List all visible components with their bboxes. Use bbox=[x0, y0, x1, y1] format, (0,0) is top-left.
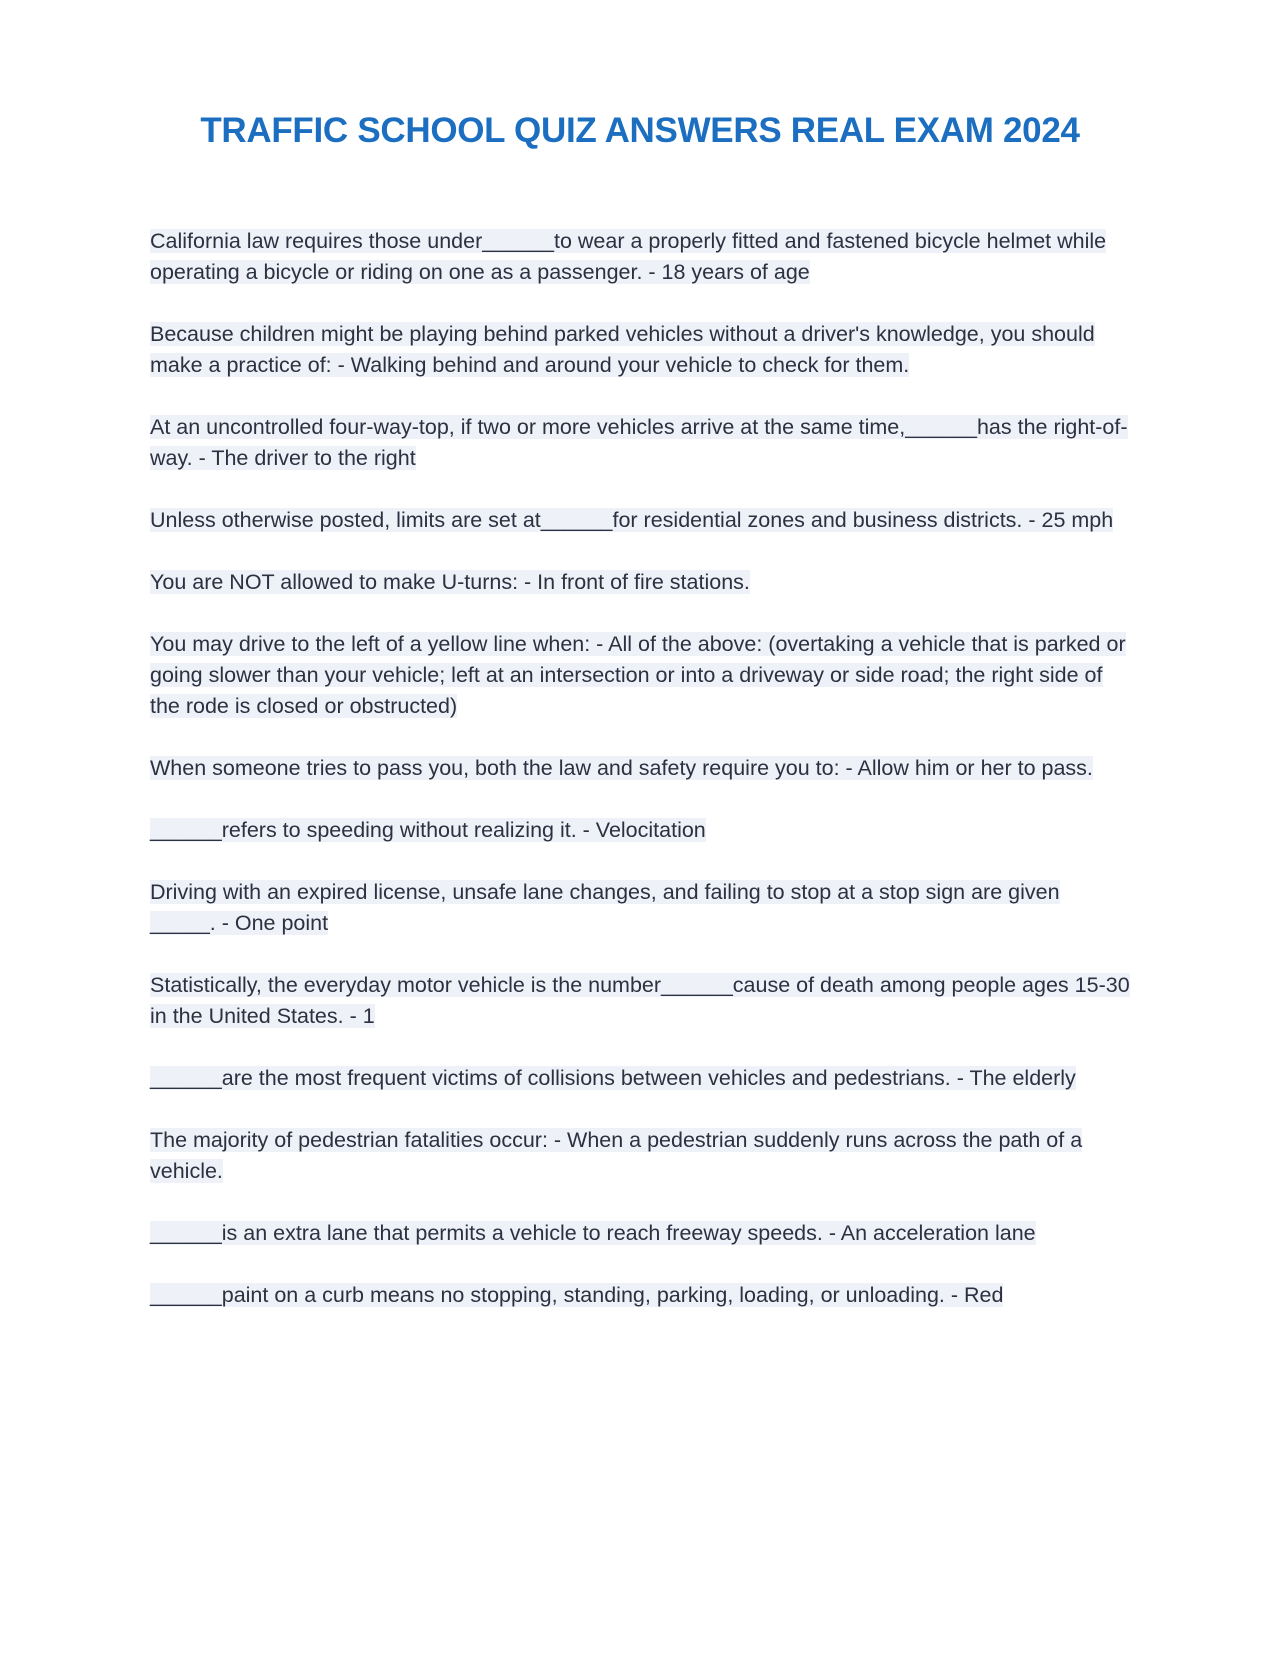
qa-entry-text: ______is an extra lane that permits a vehicle to reach freeway speeds. - An acceleration lane bbox=[150, 1221, 1036, 1245]
qa-entry bbox=[150, 1218, 1130, 1249]
qa-entry bbox=[150, 567, 1130, 598]
qa-entry-text: Unless otherwise posted, limits are set at______for residential zones and business districts. - 25 mph bbox=[150, 508, 1114, 532]
qa-entry bbox=[150, 412, 1130, 474]
qa-entry-text: Statistically, the everyday motor vehicle is the number______cause of death among people ages 15-30 in the United States. - 1 bbox=[150, 973, 1130, 1028]
qa-entry-text: You are NOT allowed to make U-turns: - In front of fire stations. bbox=[150, 570, 750, 594]
qa-entry bbox=[150, 753, 1130, 784]
qa-entry bbox=[150, 877, 1130, 939]
document-title: TRAFFIC SCHOOL QUIZ ANSWERS REAL EXAM 2024 bbox=[200, 111, 1080, 151]
qa-entry-text: Driving with an expired license, unsafe lane changes, and failing to stop at a stop sign are given _____. - One point bbox=[150, 880, 1060, 935]
qa-entry-text: When someone tries to pass you, both the law and safety require you to: - Allow him or her to pass. bbox=[150, 756, 1093, 780]
qa-entry-text: ______refers to speeding without realizing it. - Velocitation bbox=[150, 818, 706, 842]
qa-entry bbox=[150, 1063, 1130, 1094]
qa-entry bbox=[150, 1280, 1130, 1311]
qa-entry bbox=[150, 226, 1130, 288]
qa-entry-text: ______paint on a curb means no stopping, standing, parking, loading, or unloading. - Red bbox=[150, 1283, 1004, 1307]
qa-entry-text: The majority of pedestrian fatalities occur: - When a pedestrian suddenly runs across the path of a vehicle. bbox=[150, 1128, 1083, 1183]
qa-list bbox=[150, 226, 1130, 1342]
qa-entry bbox=[150, 319, 1130, 381]
qa-entry bbox=[150, 815, 1130, 846]
qa-entry-text: ______are the most frequent victims of collisions between vehicles and pedestrians. - The elderly bbox=[150, 1066, 1076, 1090]
qa-entry-text: Because children might be playing behind parked vehicles without a driver's knowledge, you should make a practice of: - Walking behind and around your vehicle to check for them. bbox=[150, 322, 1095, 377]
qa-entry bbox=[150, 1125, 1130, 1187]
qa-entry-text: At an uncontrolled four-way-top, if two or more vehicles arrive at the same time,______has the right-of-way. - The driver to the right bbox=[150, 415, 1128, 470]
qa-entry-text: California law requires those under______to wear a properly fitted and fastened bicycle helmet while operating a bicycle or riding on one as a passenger. - 18 years of age bbox=[150, 229, 1107, 284]
qa-entry bbox=[150, 505, 1130, 536]
qa-entry bbox=[150, 629, 1130, 722]
qa-entry bbox=[150, 970, 1130, 1032]
qa-entry-text: You may drive to the left of a yellow line when: - All of the above: (overtaking a vehicle that is parked or going slower than your vehicle; left at an intersection or into a driveway or side road; the right side of the rode is closed or obstructed) bbox=[150, 632, 1126, 718]
